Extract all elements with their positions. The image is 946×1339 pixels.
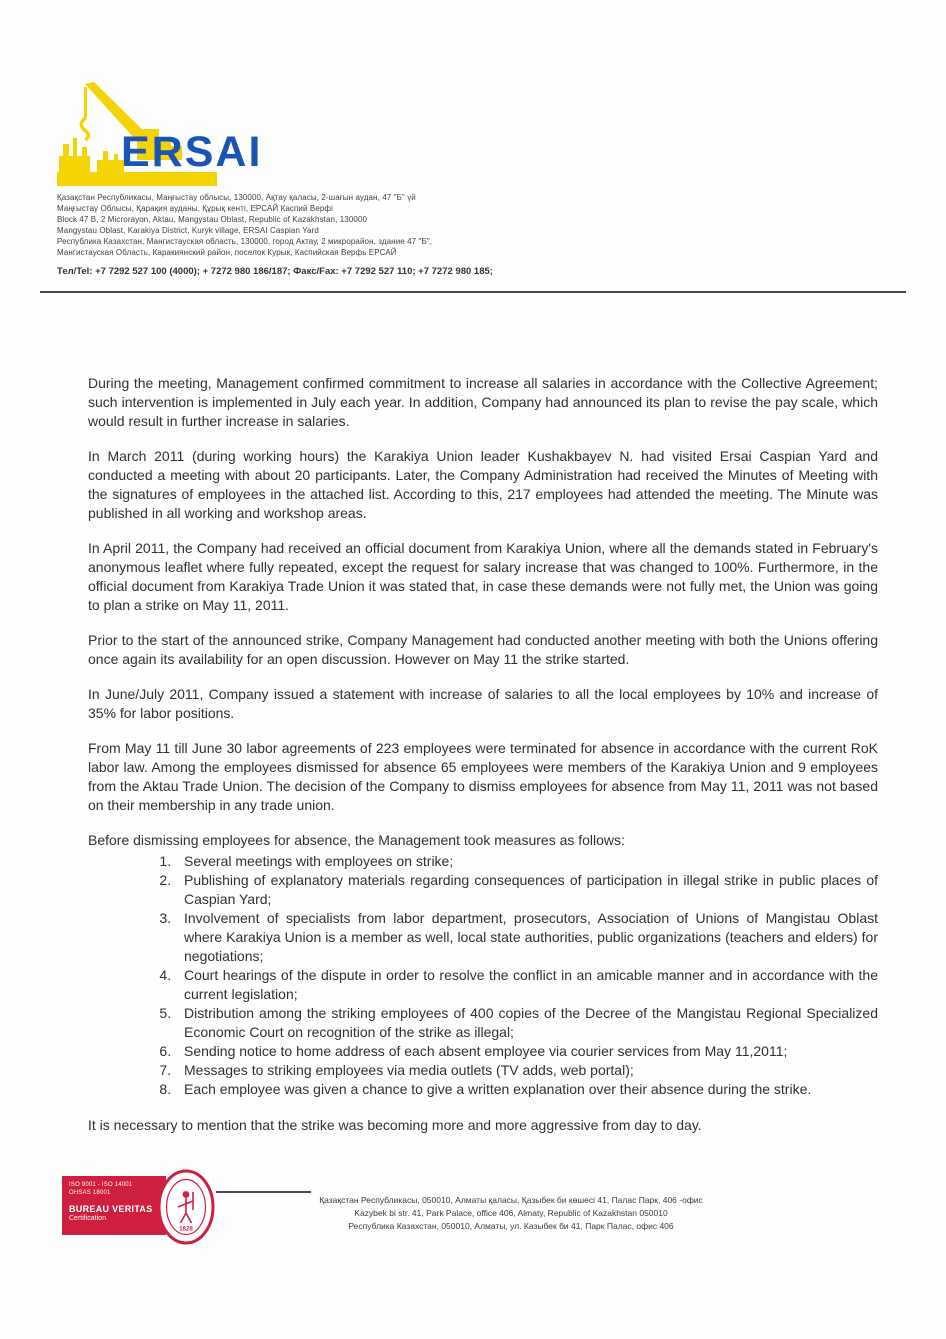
footer-divider	[216, 1191, 311, 1193]
address-line: Мангистауская Область, Каракиянский район, поселок Курык, Каспийская Верфь ЕРСАЙ	[57, 248, 397, 257]
measures-list	[88, 852, 878, 1099]
measure-item: 5. Distribution among the striking employees of 400 copies of the Decree of the Mangistau Regional Specialized Economic Court on recognition of the strike as illegal;	[175, 1004, 878, 1042]
measure-item: 4. Court hearings of the dispute in order to resolve the conflict in an amicable manner and in accordance with the current legislation;	[175, 966, 878, 1004]
address-line: Республика Казахстан, Мангистауская область, 130000, город Актау, 2 микрорайон, здание 47 "Б",	[57, 237, 433, 246]
body-paragraph: In April 2011, the Company had received an official document from Karakiya Union, where all the demands stated in February's anonymous leaflet where fully repeated, except the request for salary increase that was changed to 100%. Furthermore, in the official document from Karakiya Trade Union it was stated that, in case these demands were not fully met, the Union was going to plan a strike on May 11, 2011.	[88, 540, 878, 613]
iso-certification-line: ISO 9001 - ISO 14001	[69, 1182, 133, 1188]
seal-year: 1828	[179, 1225, 193, 1233]
footer-address-block	[268, 1194, 754, 1233]
ohsas-certification-line: OHSAS 18001	[69, 1189, 111, 1196]
header-divider	[40, 291, 906, 293]
closing-note: It is necessary to mention that the strike was becoming more and more aggressive from day to day.	[88, 1117, 702, 1133]
footer-address-line: Республика Казахстан, 050010, Алматы, ул. Казыбек би 41, Парк Палас, офис 406	[348, 1221, 674, 1231]
address-line: Mangystau Oblast, Karakiya District, Kuryk village, ERSAI Caspian Yard	[57, 226, 319, 235]
measure-item: 7. Messages to striking employees via media outlets (TV adds, web portal);	[175, 1061, 878, 1080]
company-address-block	[57, 192, 617, 258]
footer-address-line: Қазақстан Республикасы, 050010, Алматы қаласы, Қазыбек би көшесі 41, Палас Парк, 406 -офис	[319, 1195, 703, 1205]
measure-item: 2. Publishing of explanatory materials regarding consequences of participation in illegal strike in public places of Caspian Yard;	[175, 871, 878, 909]
body-paragraph: From May 11 till June 30 labor agreements of 223 employees were terminated for absence in accordance with the current RoK labor law. Among the employees dismissed for absence 65 employees were members of the Karakiya Union and 9 employees from the Aktau Trade Union. The decision of the Company to dismiss employees for absence from May 11, 2011 was not based on their membership in any trade union.	[88, 740, 878, 813]
body-paragraph: In March 2011 (during working hours) the Karakiya Union leader Kushakbayev N. had visited Ersai Caspian Yard and conducted a meeting with about 20 participants. Later, the Company Administration had received the Minutes of Meeting with the signatures of employees in the attached list. According to this, 217 employees had attended the meeting. The Minute was published in all working and workshop areas.	[88, 448, 878, 521]
body-paragraph: In June/July 2011, Company issued a statement with increase of salaries to all the local employees by 10% and increase of 35% for labor positions.	[88, 686, 878, 721]
measure-item: 1. Several meetings with employees on strike;	[175, 852, 878, 871]
body-paragraph: Prior to the start of the announced strike, Company Management had conducted another meeting with both the Unions offering once again its availability for an open discussion. However on May 11 the strike started.	[88, 632, 878, 667]
bureau-veritas-subtitle: Certification	[69, 1215, 106, 1222]
measure-item: 3. Involvement of specialists from labor department, prosecutors, Association of Unions of Mangistau Oblast where Karakiya Union is a member as well, local state authorities, public organizations (teachers and elders) for negotiations;	[175, 909, 878, 966]
address-line: Block 47 B, 2 Microrayon, Aktau, Mangystau Oblast, Republic of Kazakhstan, 130000	[57, 215, 368, 224]
bureau-veritas-name: BUREAU VERITAS	[69, 1204, 153, 1214]
bureau-veritas-seal-icon	[156, 1168, 216, 1246]
measure-item: 8. Each employee was given a chance to give a written explanation over their absence during the strike.	[175, 1080, 878, 1099]
phone-fax-line: Тел/Tel: +7 7292 527 100 (4000); + 7272 980 186/187; Факс/Fax: +7 7292 527 110; +7 7272 980 185;	[57, 266, 493, 277]
address-line: Маңғыстау Облысы, Қарақия ауданы, Құрық кенті, ЕРСАЙ Каспий Верфі	[57, 204, 333, 213]
body-paragraph: During the meeting, Management confirmed commitment to increase all salaries in accordance with the Collective Agreement; such intervention is implemented in July each year. In addition, Company had announced its plan to revise the pay scale, which would result in further increase in salaries.	[88, 375, 878, 429]
letter-body	[88, 374, 878, 1151]
footer-address-line: Kazybek bi str. 41, Park Palace, office 406, Almaty, Republic of Kazakhstan 050010	[354, 1208, 668, 1218]
company-logo	[57, 82, 317, 188]
measure-item: 6. Sending notice to home address of each absent employee via courier services from May 11,2011;	[175, 1042, 878, 1061]
company-name: ERSAI	[121, 128, 263, 176]
bureau-veritas-badge	[62, 1176, 166, 1235]
address-line: Қазақстан Республикасы, Маңғыстау облысы, 130000, Ақтау қаласы, 2-шағын аудан, 47 "Б" үй	[57, 193, 416, 202]
measures-intro: Before dismissing employees for absence, the Management took measures as follows:	[88, 832, 625, 848]
